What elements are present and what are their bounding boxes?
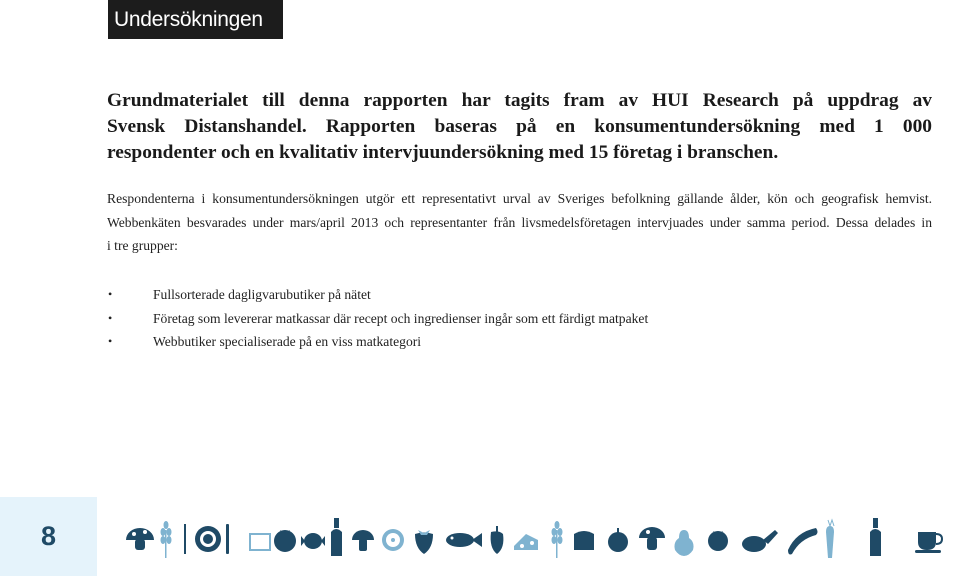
candy-icon [301, 533, 325, 549]
mushroom-icon [126, 528, 154, 550]
pepper-icon [491, 526, 504, 554]
mushroom-icon [639, 527, 665, 550]
coffee-cup-icon [915, 532, 942, 553]
bullet-marker: • [108, 287, 113, 301]
lead-line: respondenter och en kvalitativ intervjuundersökning med 15 företag i branschen. [107, 142, 779, 163]
list-item [107, 330, 648, 354]
plate-cutlery-icon [184, 524, 229, 554]
wheat-icon [552, 521, 563, 558]
pear-icon [675, 530, 694, 556]
sausage-icon [788, 528, 818, 555]
bottle-icon [331, 518, 342, 556]
list-item-text: Webbutiker specialiserade på en viss matkategori [153, 334, 422, 349]
list-item [107, 283, 648, 307]
bread-icon [574, 531, 594, 550]
cheese-icon [514, 534, 538, 550]
body-paragraph [107, 187, 932, 258]
bread-icon [250, 534, 270, 550]
bullet-marker: • [108, 310, 113, 325]
tomato-icon [274, 530, 296, 552]
mushroom-icon [352, 530, 374, 551]
body-line: i tre grupper: [107, 238, 178, 253]
ham-icon [742, 530, 778, 552]
lead-line: Grundmaterialet till denna rapporten har tagits fram av HUI Research på uppdrag av [107, 90, 932, 111]
carrot-icon [826, 520, 834, 558]
body-line: Webbenkäten besvarades under mars/april 2013 och representanter från livsmedelsföretagen intervjuades under samma period. Dessa delades in [107, 214, 932, 230]
wheat-icon [161, 521, 172, 558]
list-item [107, 307, 648, 331]
body-line: Respondenterna i konsumentundersökningen utgör ett representativt urval av Sveriges befolkning gällande ålder, kön och geografisk hemvist. [107, 191, 932, 206]
fish-icon [446, 533, 482, 547]
bullet-list [107, 283, 648, 354]
strawberry-icon [415, 530, 433, 554]
food-icon-strip [118, 510, 960, 566]
list-item-text: Fullsorterade dagligvarubutiker på nätet [153, 287, 371, 302]
page-title: Undersökningen [108, 0, 283, 39]
tomato-icon [708, 531, 728, 551]
page-number: 8 [40, 521, 57, 551]
orange-slice-icon [382, 529, 404, 551]
list-item-text: Företag som levererar matkassar där recept och ingredienser ingår som ett färdigt matpaket [153, 310, 649, 326]
lead-paragraph [107, 88, 932, 166]
bottle-icon [870, 518, 881, 556]
lead-line: Svensk Distanshandel. Rapporten baseras på en konsumentundersökning med 1 000 [107, 116, 932, 137]
bullet-marker: • [108, 334, 113, 348]
apple-icon [608, 528, 628, 552]
